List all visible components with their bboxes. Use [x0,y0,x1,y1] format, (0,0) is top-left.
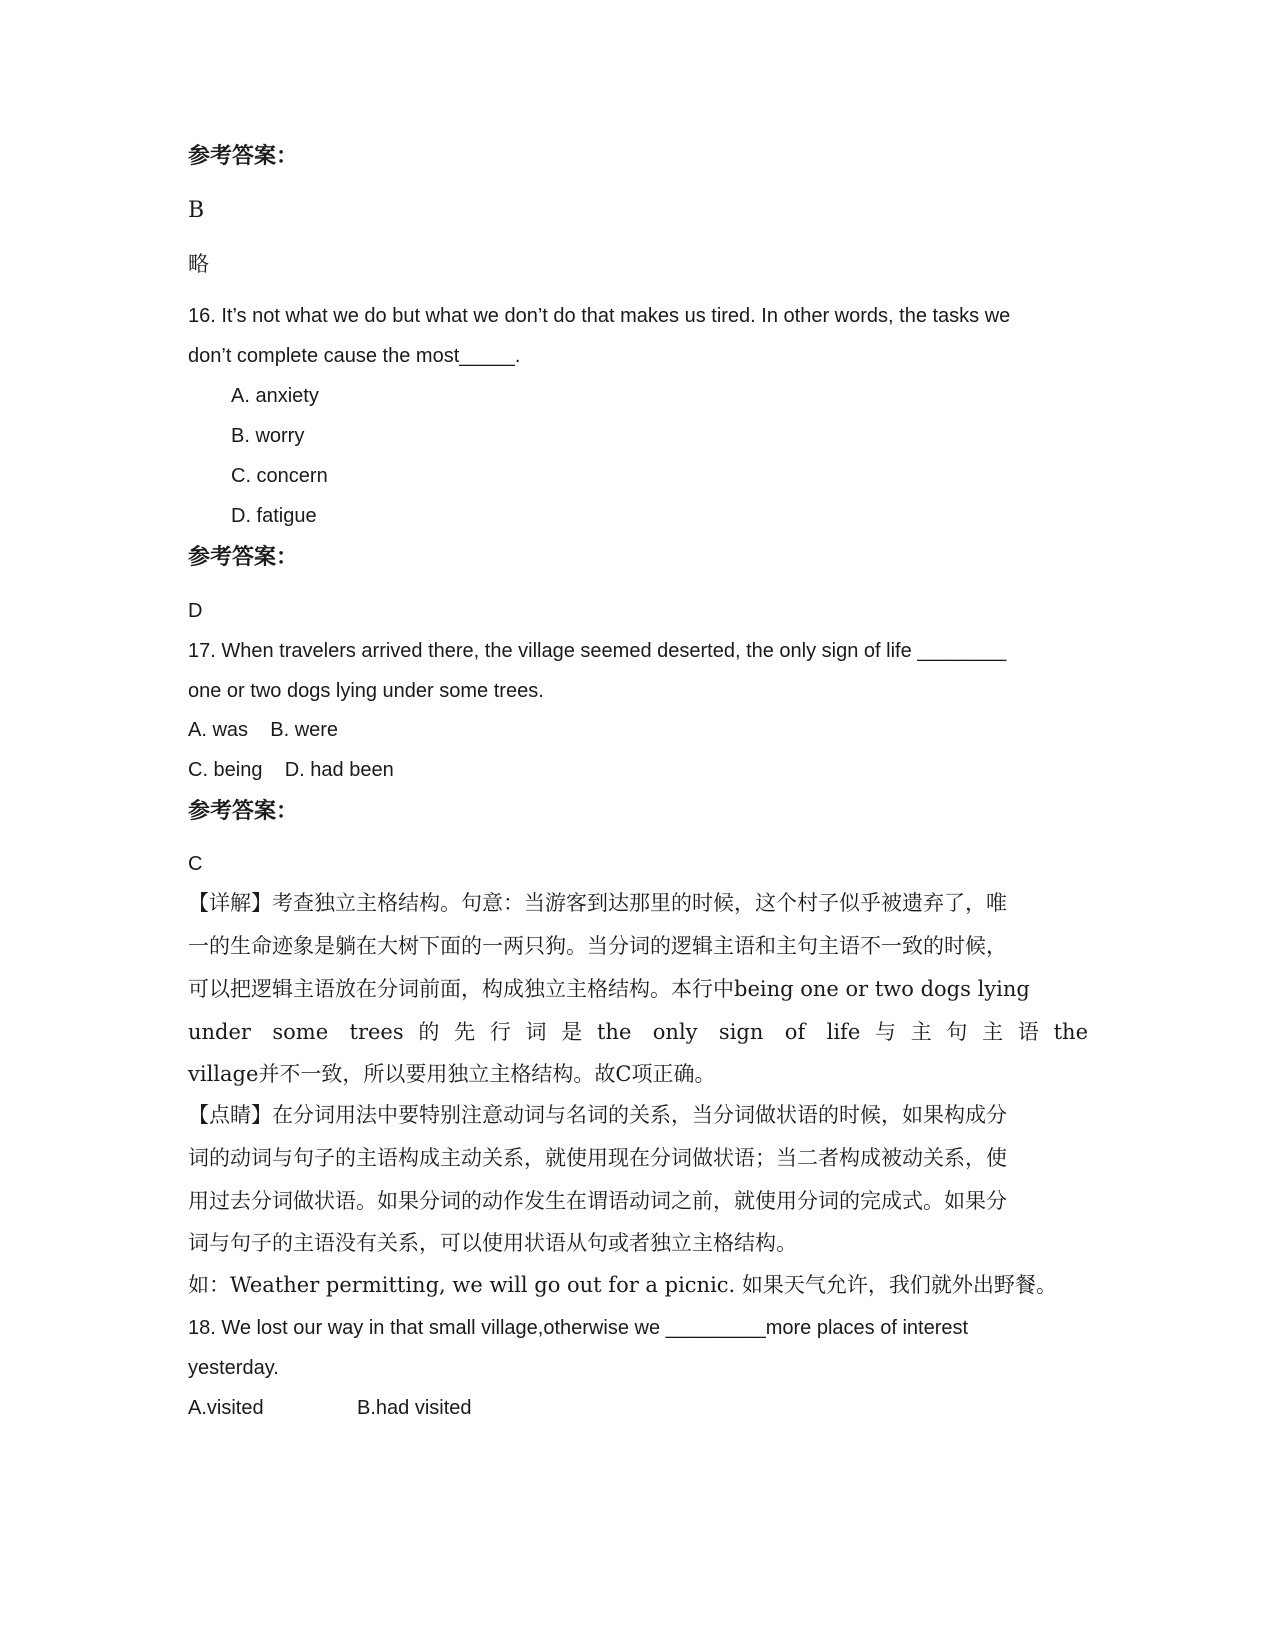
answer-note: 略 [188,252,209,276]
tip-line-4: 词与句子的主语没有关系，可以使用状语从句或者独立主格结构。 [188,1231,797,1255]
question-18-option-a: A.visited [188,1397,264,1419]
question-16-answer: D [188,600,203,622]
explanation-line-2: 一的生命迹象是躺在大树下面的一两只狗。当分词的逻辑主语和主句主语不一致的时候， [188,934,1007,958]
question-17-text-line-2: one or two dogs lying under some trees. [188,680,544,702]
question-18-text-line-2: yesterday. [188,1357,279,1379]
question-18-option-b: B.had visited [357,1397,472,1419]
question-17-options-row-1: A. was B. were [188,719,339,741]
answer-value: B [188,198,205,223]
question-17-options-row-2: C. being D. had been [188,759,394,781]
question-16-option-c: C. concern [231,465,328,487]
question-16-option-d: D. fatigue [231,505,317,527]
explanation-line-5: village并不一致，所以要用独立主格结构。故C项正确。 [188,1062,716,1086]
question-16-text-line-2: don’t complete cause the most_____. [188,345,521,367]
explanation-line-4: under some trees的先行词是the only sign of life与主句主语the [188,1020,1088,1044]
question-16-option-b: B. worry [231,425,305,447]
question-16-text-line-1: 16. It’s not what we do but what we don’t do that makes us tired. In other words, the tasks we [188,305,1011,327]
question-16-answer-heading: 参考答案： [188,545,299,570]
question-17-answer: C [188,853,203,875]
explanation-line-1: 【详解】考查独立主格结构。句意：当游客到达那里的时候，这个村子似乎被遗弃了，唯 [188,891,1007,915]
question-17-text-line-1: 17. When travelers arrived there, the village seemed deserted, the only sign of life ________ [188,640,1007,662]
question-17-answer-heading: 参考答案： [188,799,299,824]
question-16-option-a: A. anxiety [231,385,319,407]
tip-line-1: 【点睛】在分词用法中要特别注意动词与名词的关系，当分词做状语的时候，如果构成分 [188,1103,1007,1127]
explanation-line-3: 可以把逻辑主语放在分词前面，构成独立主格结构。本行中being one or two dogs lying [188,977,1030,1001]
example-line: 如：Weather permitting, we will go out for a picnic. 如果天气允许，我们就外出野餐。 [188,1273,1057,1297]
answer-heading: 参考答案： [188,144,299,169]
question-18-text-line-1: 18. We lost our way in that small village,otherwise we _________more places of interest [188,1317,969,1339]
tip-line-2: 词的动词与句子的主语构成主动关系，就使用现在分词做状语；当二者构成被动关系，使 [188,1146,1007,1170]
tip-line-3: 用过去分词做状语。如果分词的动作发生在谓语动词之前，就使用分词的完成式。如果分 [188,1189,1007,1213]
